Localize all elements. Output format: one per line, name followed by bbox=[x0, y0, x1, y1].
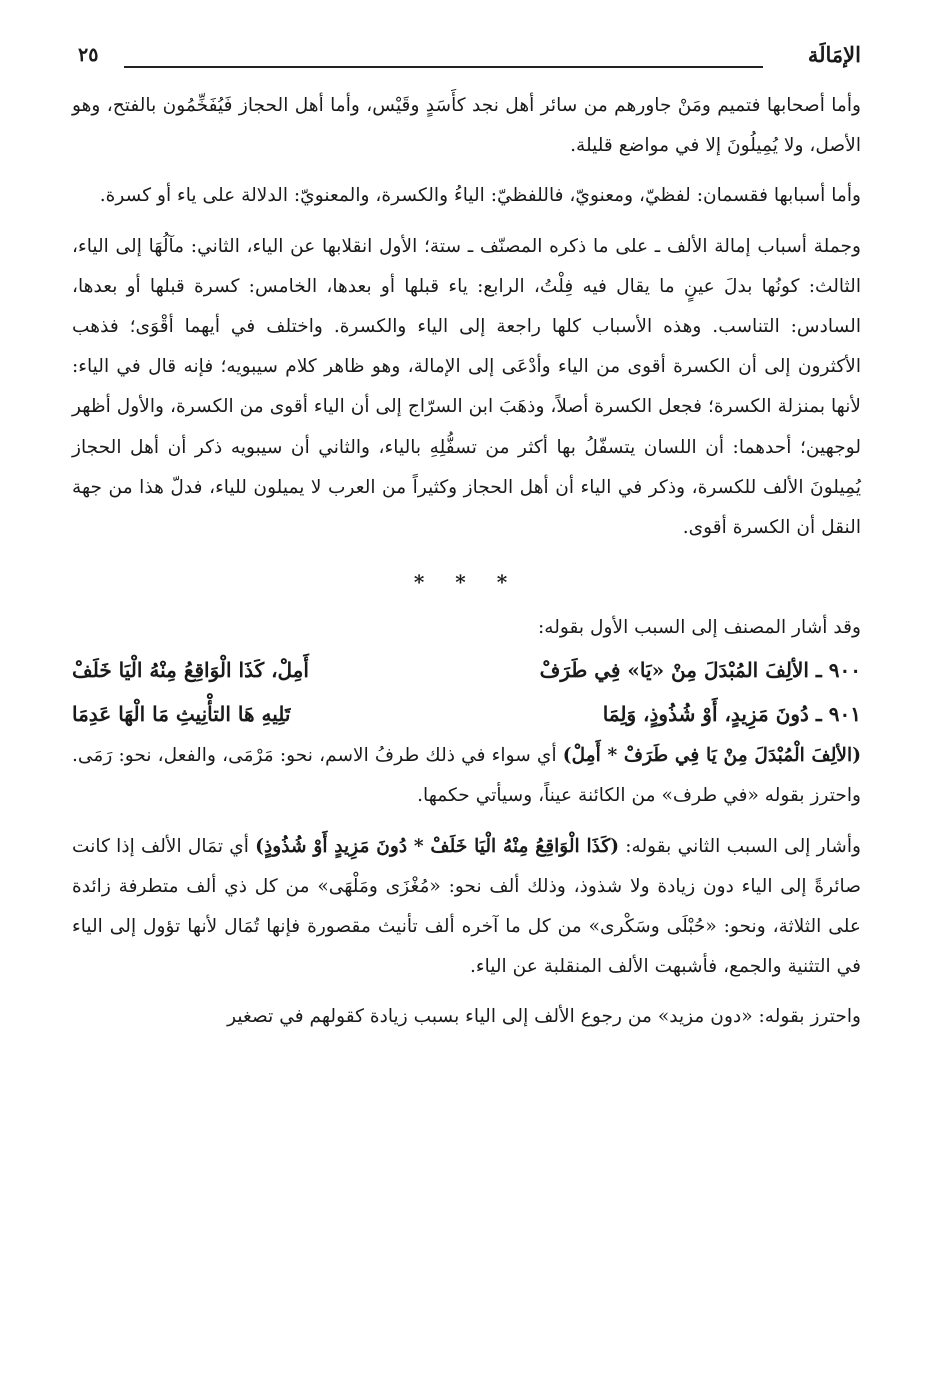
verse-text: دُونَ مَزِيدٍ، أَوْ شُذُوذٍ، وَلِمَا bbox=[602, 702, 809, 727]
verse-line-901 bbox=[72, 692, 861, 736]
commentary-text: أي سواء في ذلك طرفُ الاسم، نحو: مَرْمَى، والفعل، نحو: رَمَى. واحترز بقوله «في طرف» من الكائنة عيناً، وسيأتي حكمها. bbox=[72, 745, 861, 807]
chapter-title: الإمَالَة bbox=[807, 42, 861, 67]
page-body bbox=[72, 86, 861, 1038]
verse-intro: وقد أشار المصنف إلى السبب الأول بقوله: bbox=[537, 617, 861, 639]
verse-first-hemistich: ٩٠١ ـ دُونَ مَزِيدٍ، أَوْ شُذُوذٍ، وَلِمَا bbox=[602, 702, 861, 727]
header-rule bbox=[124, 66, 763, 68]
verse-second-hemistich: أَمِلْ، كَذَا الْوَاقِعُ مِنْهُ الْيَا خَلَفْ bbox=[72, 658, 309, 683]
commentary-paragraph-3: واحترز بقوله: «دون مزيد» من رجوع الألف إلى الياء بسبب زيادة كقولهم في تصغير bbox=[227, 1006, 861, 1028]
verse-line-900 bbox=[72, 648, 861, 692]
paragraph-1: وأما أصحابها فتميم ومَنْ جاورهم من سائر أهل نجد كأَسَدٍ وقَيْس، وأما أهل الحجاز فَيُفَخِّمُون بالفتح، وهو الأصل، ولا يُمِيلُونَ إلا في مواضع قليلة. bbox=[72, 95, 861, 157]
commentary-text: أي تمَال الألف إذا كانت صائرةً إلى الياء دون زيادة ولا شذوذ، وذلك ألف نحو: «مُغْزَى ومَلْهَى» من كل ذي ألف متطرفة زائدة على الثلاثة، ونحو: «حُبْلَى وسَكْرى» من كل ما آخره ألف تأنيث مقصورة فإنها تُمَال لأنها تؤول إلى الياء في التثنية والجمع، فأشبهت الألف المنقلبة عن الياء. bbox=[72, 835, 861, 978]
verse-text: الألِفَ المُبْدَلَ مِنْ «يَا» فِي طَرَفْ bbox=[539, 658, 809, 683]
verse-number: ٩٠١ bbox=[828, 702, 861, 727]
verse-number: ٩٠٠ bbox=[828, 658, 861, 683]
paragraph-2: وأما أسبابها فقسمان: لفظيّ، ومعنويّ، فاللفظيّ: الياءُ والكسرة، والمعنويّ: الدلالة على ياء أو كسرة. bbox=[99, 185, 861, 207]
paragraph-3: وجملة أسباب إمالة الألف ـ على ما ذكره المصنّف ـ ستة؛ الأول انقلابها عن الياء، الثاني: مآلُهَا إلى الياء، الثالث: كونُها بدلَ عينٍ ما يقال فيه فِلْتُ، الرابع: ياء قبلها أو بعدها، الخامس: كسرة قبلها أو بعدها، السادس: التناسب. وهذه الأسباب كلها راجعة إلى الياء والكسرة. واختلف في أيهما أقْوَى؛ فذهب الأكثرون إلى أن الكسرة أقوى من الياء وأدْعَى إلى الإمالة، وهو ظاهر كلام سيبويه؛ فإنه قال في الياء: لأنها بمنزلة الكسرة؛ فجعل الكسرة أصلاً، وذهَبَ ابن السرّاج إلى أن الياء أقوى من الكسرة، والأول أظهر لوجهين؛ أحدهما: أن اللسان يتسفّلُ بها أكثر من تسفُّلِهِ بالياء، والثاني أن سيبويه ذكر أن أهل الحجاز يُمِيلونَ الألف للكسرة، وذكر في الياء أن أهل الحجاز وكثيراً من العرب لا يميلون للياء، فدلّ هذا من جهة النقل أن الكسرة أقوى. bbox=[72, 235, 862, 539]
page-header bbox=[78, 40, 861, 80]
section-separator: * * * bbox=[413, 570, 520, 595]
commentary-lead: وأشار إلى السبب الثاني بقوله: bbox=[619, 835, 861, 857]
commentary-paragraph-1 bbox=[72, 736, 861, 816]
quoted-verse: (كَذَا الْوَاقِعُ مِنْهُ الْيَا خَلَفْ * دُونَ مَزِيدٍ أَوْ شُذُوذٍ) bbox=[255, 835, 620, 857]
commentary-paragraph-2 bbox=[72, 827, 861, 988]
verse-second-hemistich: تَلِيهِ هَا التأْنِيثِ مَا الْهَا عَدِمَا bbox=[72, 702, 291, 727]
page-number: ٢٥ bbox=[78, 44, 99, 66]
quoted-verse: (الألِفَ الْمُبْدَلَ مِنْ يَا فِي طَرَفْ * أَمِلْ) bbox=[562, 745, 862, 767]
verse-first-hemistich: ٩٠٠ ـ الألِفَ المُبْدَلَ مِنْ «يَا» فِي طَرَفْ bbox=[539, 658, 861, 683]
